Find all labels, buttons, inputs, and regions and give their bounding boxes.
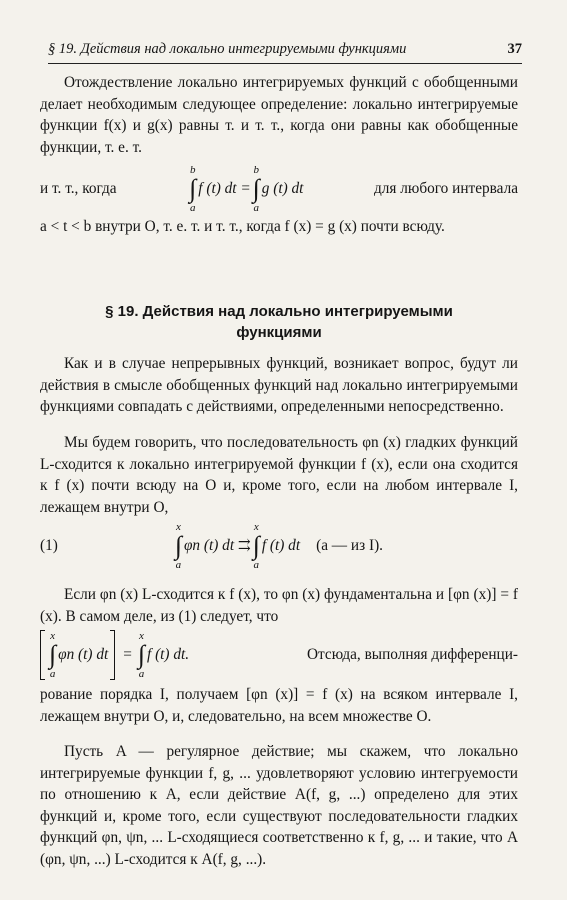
integrand-f: f (t) dt.	[147, 646, 190, 664]
section-title	[40, 301, 518, 343]
integral-phi	[49, 630, 56, 680]
integrand-f: f (t) dt =	[198, 180, 251, 198]
section-title-line: функциями	[236, 324, 322, 341]
integrand-g: g (t) dt	[261, 180, 304, 198]
paragraph-question	[40, 353, 518, 418]
paragraph-identification	[40, 72, 518, 158]
integral-sign-icon: ∫	[189, 174, 197, 203]
upper-limit: x	[175, 521, 181, 533]
paragraph-differentiation	[40, 684, 518, 727]
paragraph-text: Отождествление локально интегрируемых функций с обобщенными делает необходимым следующее определение: локально интегрируемые функции f(x) и g(x) равны т. и т. т., когда они равны как обобщенные функции, т. е. т.	[40, 74, 518, 156]
paragraph-continuation	[40, 216, 518, 238]
upper-limit: x	[50, 630, 55, 642]
integral-g	[253, 164, 260, 214]
integral-f	[189, 164, 196, 214]
paragraph-text: рование порядка I, получаем [φn (x)] = f (x) на всяком интервале I, лежащем внутри O, и, следовательно, на всем множестве O.	[40, 686, 518, 725]
upper-limit: x	[138, 630, 144, 642]
integrand-phi: φn (t) dt ⇉	[183, 537, 251, 555]
lower-limit: a	[175, 559, 182, 571]
integral-phi	[175, 521, 182, 571]
integral-f	[253, 521, 260, 571]
paragraph-text: Пусть A — регулярное действие; мы скажем, что локально интегрируемые функции f, g, ... удовлетворяют условию интегруемости по отношению к A, если действие A(f, g, ...) определено для этих функций и, кроме того, если существуют последовательности гладких функций φn, ψn, ... L-сходящиеся соответственно к f, g, ... и такие, что A (φn, ψn, ...) L-сходится к A(f, g, ...).	[40, 743, 518, 868]
lower-limit: a	[189, 202, 196, 214]
line-suffix: Отсюда, выполняя дифференци-	[306, 646, 518, 664]
integrand-phi: φn (t) dt	[58, 646, 109, 664]
integral-sign-icon: ∫	[174, 531, 182, 560]
upper-limit: b	[253, 164, 259, 176]
square-bracket	[40, 630, 115, 680]
integral-f	[138, 630, 145, 680]
paragraph-definition-l-convergence	[40, 432, 518, 518]
equals-sign: =	[123, 646, 132, 664]
lower-limit: a	[138, 668, 145, 680]
paragraph-text: Мы будем говорить, что последовательность φn (x) гладких функций L-сходится к локально интегрируемой функции f (x), если она сходится к f (x) почти всюду на O и, кроме того, если на любом интервале I, лежащем внутри O,	[40, 434, 518, 516]
lower-limit: a	[253, 202, 259, 214]
page-number: 37	[507, 40, 522, 57]
equation-1	[40, 516, 518, 576]
bracketed-equation	[40, 630, 189, 680]
equality-line-prefix: и т. т., когда	[40, 180, 117, 198]
equation-body	[173, 521, 383, 571]
integral-sign-icon: ∫	[252, 531, 260, 560]
paragraph-regular-action	[40, 741, 518, 870]
paragraph-text: Если φn (x) L-сходится к f (x), то φn (x) фундаментальна и [φn (x)] = f (x). В самом деле, из (1) следует, что	[40, 586, 518, 625]
equation-label: (1)	[40, 537, 58, 555]
running-header	[48, 34, 522, 64]
lower-limit: a	[253, 559, 260, 571]
upper-limit: b	[189, 164, 196, 176]
integral-sign-icon: ∫	[49, 640, 57, 669]
integral-sign-icon: ∫	[137, 640, 145, 669]
equality-line-suffix: для любого интервала	[374, 180, 518, 198]
integrand-f: f (t) dt	[261, 537, 301, 555]
paragraph-fundamental	[40, 584, 518, 627]
section-title-line: § 19. Действия над локально интегрируемыми	[105, 303, 453, 320]
equation-condition: (a — из I).	[316, 537, 383, 555]
integral-sign-icon: ∫	[252, 174, 260, 203]
equality-condition-line	[40, 160, 518, 218]
upper-limit: x	[253, 521, 259, 533]
paragraph-text: Как и в случае непрерывных функций, возникает вопрос, будут ли действия в смысле обобщенных функций над локально интегрируемыми функциями совпадать с действиями, определенными непосредственно.	[40, 355, 518, 415]
integral-equality	[187, 164, 303, 214]
bracketed-integral-line	[40, 626, 518, 684]
lower-limit: a	[49, 668, 56, 680]
header-title: § 19. Действия над локально интегрируемыми функциями	[48, 40, 407, 57]
paragraph-text: a < t < b внутри O, т. е. т. и т. т., когда f (x) = g (x) почти всюду.	[40, 218, 445, 235]
